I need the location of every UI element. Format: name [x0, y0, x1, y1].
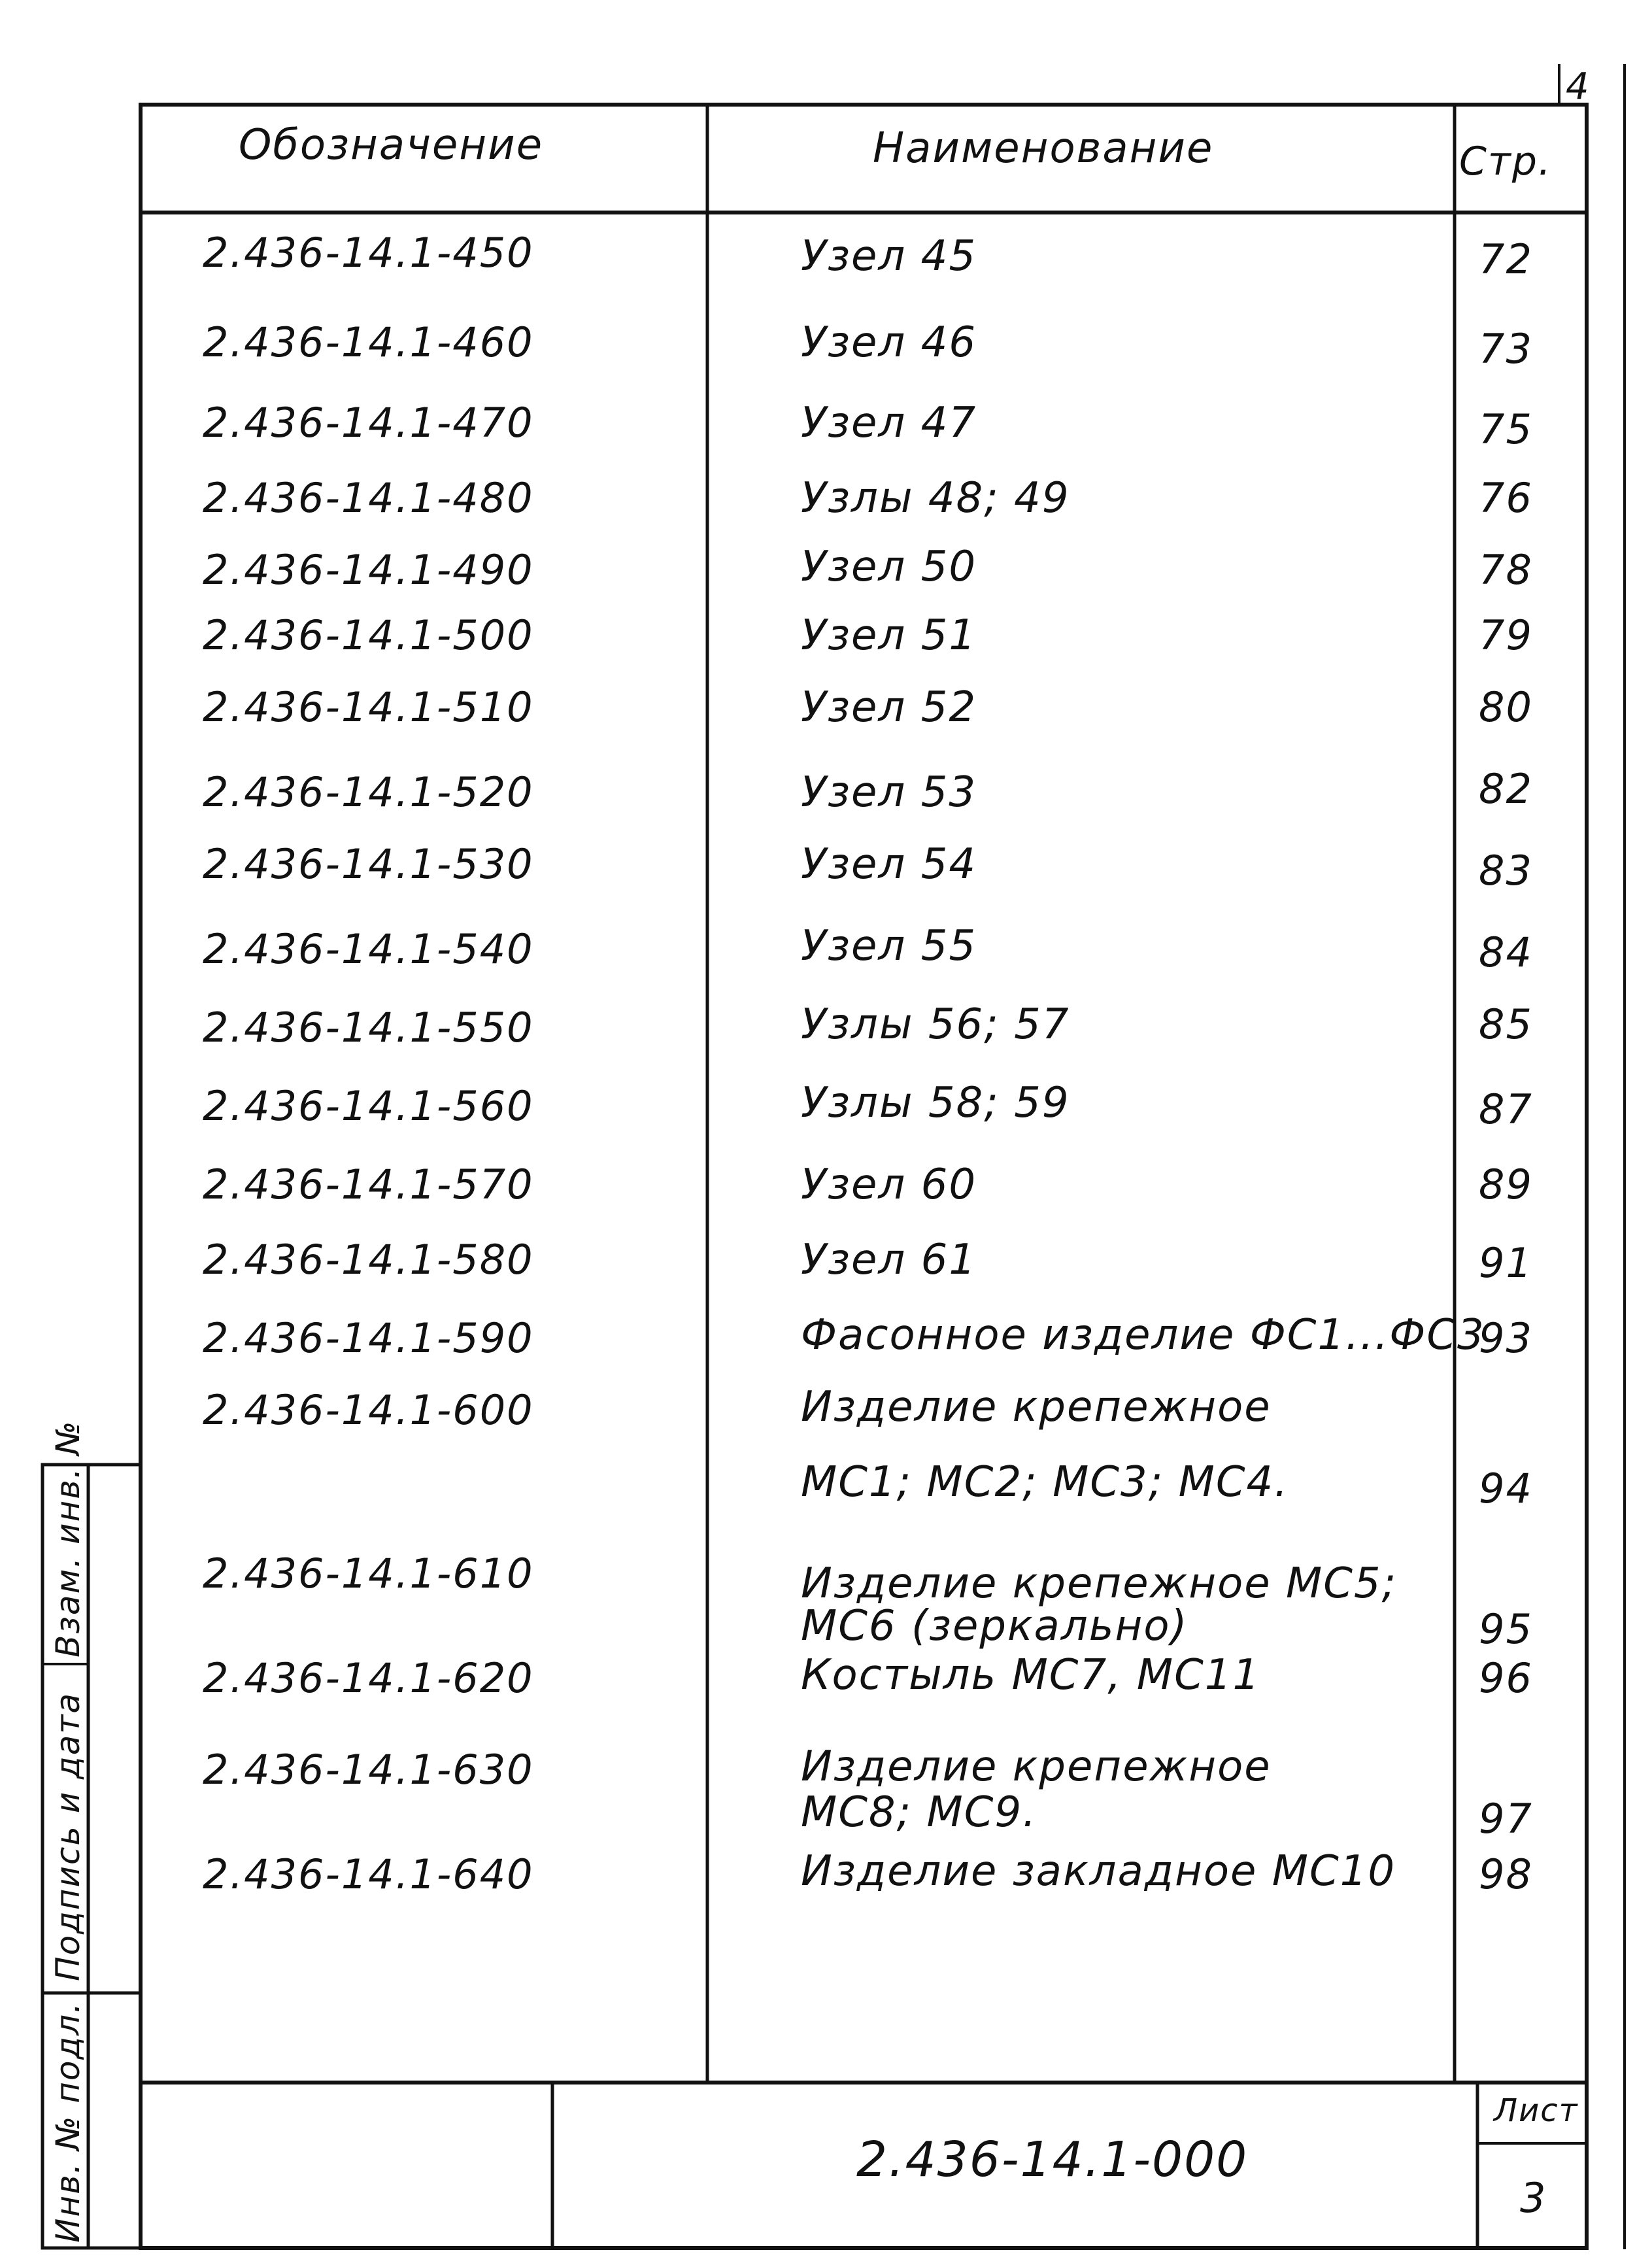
sheet-label: Лист: [1494, 2092, 1579, 2129]
row-page: 94: [1479, 1465, 1533, 1512]
row-name: Изделие крепежное МС5;: [801, 1559, 1398, 1608]
row-code: 2.436-14.1-480: [203, 474, 534, 522]
header-name: Наименование: [873, 124, 1214, 173]
row-name: Узел 46: [801, 318, 977, 367]
row-page: 89: [1479, 1161, 1533, 1208]
row-name: Изделие крепежное: [801, 1383, 1272, 1431]
side-inv-no: Инв. № подл.: [49, 2001, 87, 2243]
row-code: 2.436-14.1-600: [203, 1386, 534, 1434]
row-name: Узел 55: [801, 922, 977, 970]
row-name: Фасонное изделие ФС1...ФС3: [801, 1311, 1485, 1359]
row-page: 83: [1479, 847, 1533, 894]
row-name: Узел 45: [801, 232, 977, 281]
row-code: 2.436-14.1-490: [203, 546, 534, 594]
row-page: 85: [1479, 1000, 1533, 1048]
row-page: 73: [1479, 325, 1533, 373]
row-code: 2.436-14.1-590: [203, 1314, 534, 1362]
document-code: 2.436-14.1-000: [856, 2132, 1249, 2188]
row-page: 75: [1479, 405, 1533, 453]
row-name: Узлы 48; 49: [801, 474, 1070, 522]
row-code: 2.436-14.1-620: [203, 1654, 534, 1702]
side-replaces-inv: Взам. инв. №: [49, 1420, 87, 1658]
row-code: 2.436-14.1-540: [203, 925, 534, 973]
row-name: Узел 52: [801, 683, 977, 732]
row-code: 2.436-14.1-610: [203, 1550, 534, 1597]
row-code: 2.436-14.1-550: [203, 1004, 534, 1051]
row-name: Узел 47: [801, 399, 977, 447]
row-page: 82: [1479, 765, 1533, 813]
row-code: 2.436-14.1-520: [203, 768, 534, 816]
row-code: 2.436-14.1-510: [203, 683, 534, 731]
row-page: 95: [1479, 1605, 1533, 1653]
row-code: 2.436-14.1-500: [203, 611, 534, 659]
row-page: 98: [1479, 1850, 1533, 1898]
row-page: 97: [1479, 1795, 1533, 1843]
sheet-number: 3: [1520, 2174, 1547, 2222]
row-name: Узел 61: [801, 1236, 977, 1284]
row-page: 87: [1479, 1085, 1533, 1133]
side-signature-date: Подпись и дата: [49, 1692, 87, 1981]
row-page: 72: [1479, 235, 1533, 283]
row-name: Узлы 58; 59: [801, 1079, 1070, 1127]
row-name: Изделие крепежное: [801, 1743, 1272, 1791]
header-page: Стр.: [1459, 139, 1553, 184]
row-name: Узел 51: [801, 611, 977, 660]
row-page: 80: [1479, 683, 1533, 731]
row-name: Узел 60: [801, 1161, 977, 1209]
row-code: 2.436-14.1-560: [203, 1082, 534, 1130]
row-code: 2.436-14.1-470: [203, 399, 534, 447]
row-page: 93: [1479, 1314, 1533, 1362]
row-name: Узел 54: [801, 840, 977, 889]
row-name-line-2: МС8; МС9.: [801, 1788, 1037, 1837]
header-designation: Обозначение: [239, 121, 544, 169]
row-page: 91: [1479, 1239, 1533, 1287]
row-code: 2.436-14.1-580: [203, 1236, 534, 1284]
row-name: Узел 53: [801, 768, 977, 817]
row-name-line-2: МС6 (зеркально): [801, 1602, 1188, 1650]
row-page: 84: [1479, 928, 1533, 976]
row-name: Изделие закладное МС10: [801, 1847, 1396, 1896]
row-name: Костыль МС7, МС11: [801, 1651, 1261, 1699]
row-page: 78: [1479, 546, 1533, 594]
row-page: 79: [1479, 611, 1533, 659]
sheet-corner-number: 4: [1566, 65, 1591, 108]
row-code: 2.436-14.1-570: [203, 1161, 534, 1208]
row-page: 96: [1479, 1654, 1533, 1702]
row-code: 2.436-14.1-630: [203, 1746, 534, 1794]
row-name-line-2: МС1; МС2; МС3; МС4.: [801, 1458, 1289, 1506]
row-name: Узлы 56; 57: [801, 1000, 1070, 1049]
row-code: 2.436-14.1-450: [203, 229, 534, 277]
row-code: 2.436-14.1-460: [203, 318, 534, 366]
row-code: 2.436-14.1-640: [203, 1850, 534, 1898]
row-code: 2.436-14.1-530: [203, 840, 534, 888]
row-name: Узел 50: [801, 543, 977, 591]
row-page: 76: [1479, 474, 1533, 522]
